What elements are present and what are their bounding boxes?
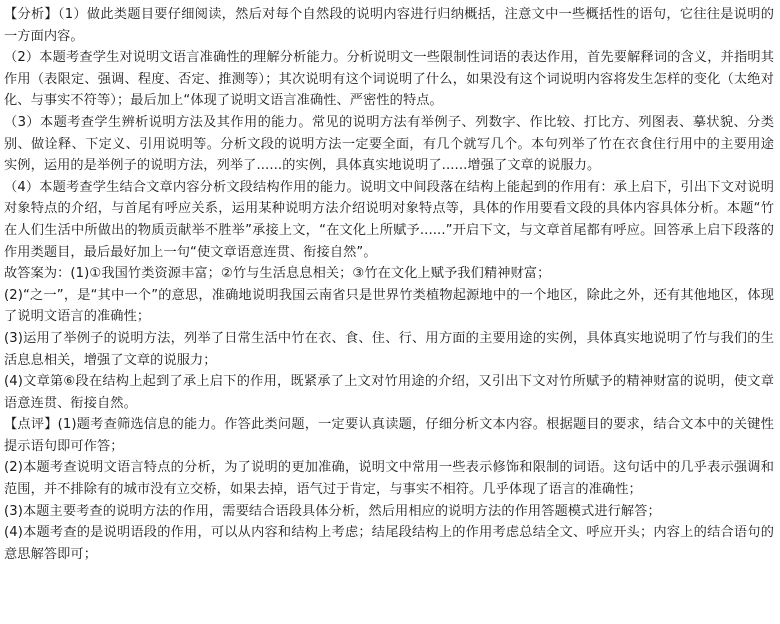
analysis-paragraph-2: （2）本题考查学生对说明文语言准确性的理解分析能力。分析说明文一些限制性词语的表达作用，首先要解释词的含义，并指明其作用（表限定、强调、程度、否定、推测等）；其次说明有这个词说明了什么，如果没有这个词说明内容将发生怎样的变化（太绝对化、与事实不符等）；最后加上“体现了说明文语言准确性、严密性的特点。: [4, 50, 774, 109]
answer-line-4: (4)文章第⑥段在结构上起到了承上启下的作用，既紧承了上文对竹用途的介绍，又引出下文对竹所赋予的精神财富的说明，使文章语意连贯、衔接自然。: [4, 374, 774, 411]
answer-line-1: 故答案为：(1)①我国竹类资源丰富；②竹与生活息息相关；③竹在文化上赋予我们精神财富；: [4, 266, 551, 282]
analysis-paragraph-4: （4）本题考查学生结合文章内容分析文段结构作用的能力。说明文中间段落在结构上能起到的作用有：承上启下，引出下文对说明对象特点的介绍，与首尾有呼应关系，运用某种说明方法介绍说明对象特点等，具体的作用要看文段的具体内容具体分析。本题“竹在人们生活中所做出的物质贡献举不胜举”承接上文，“在文化上所赋予......”开启下文，与文章首尾都有呼应。回答承上启下段落的作用类题目，最后最好加上一句“使文章语意连贯、衔接自然”。: [4, 179, 774, 260]
analysis-paragraph-3: （3）本题考查学生辨析说明方法及其作用的能力。常见的说明方法有举例子、列数字、作比较、打比方、列图表、摹状貌、分类别、做诠释、下定义、引用说明等。分析文段的说明方法一定要全面，有几个就写几个。本句列举了竹在衣食住行用中的主要用途实例，运用的是举例子的说明方法，列举了......的实例，具体真实地说明了......增强了文章的说服力。: [4, 114, 774, 174]
comment-paragraph-1: 【点评】(1)题考查筛选信息的能力。作答此类问题，一定要认真读题，仔细分析文本内容。根据题目的要求，结合文本中的关键性提示语句即可作答；: [4, 417, 774, 454]
answer-line-3: (3)运用了举例子的说明方法，列举了日常生活中竹在衣、食、住、行、用方面的主要用途的实例，具体真实地说明了竹与我们的生活息息相关，增强了文章的说服力；: [4, 330, 774, 368]
comment-paragraph-4: (4)本题考查的是说明语段的作用，可以从内容和结构上考虑；结尾段结构上的作用考虑总结全文、呼应开头；内容上的结合语句的意思解答即可；: [4, 525, 774, 562]
answer-line-2: (2)“之一”，是“其中一个”的意思，准确地说明我国云南省只是世界竹类植物起源地中的一个地区，除此之外，还有其他地区，体现了说明文语言的准确性；: [4, 287, 774, 325]
analysis-paragraph-1: 【分析】（1）做此类题目要仔细阅读，然后对每个自然段的说明内容进行归纳概括，注意文中一些概括性的语句，它往往是说明的一方面内容。: [4, 7, 774, 44]
comment-paragraph-2: (2)本题考查说明文语言特点的分析，为了说明的更加准确，说明文中常用一些表示修饰和限制的词语。这句话中的几乎表示强调和范围，并不排除有的城市没有立交桥，如果去掉，语气过于肯定，与事实不相符。几乎体现了语言的准确性；: [4, 460, 774, 498]
comment-paragraph-3: (3)本题主要考查的说明方法的作用，需要结合语段具体分析，然后用相应的说明方法的作用答题模式进行解答；: [4, 503, 661, 519]
